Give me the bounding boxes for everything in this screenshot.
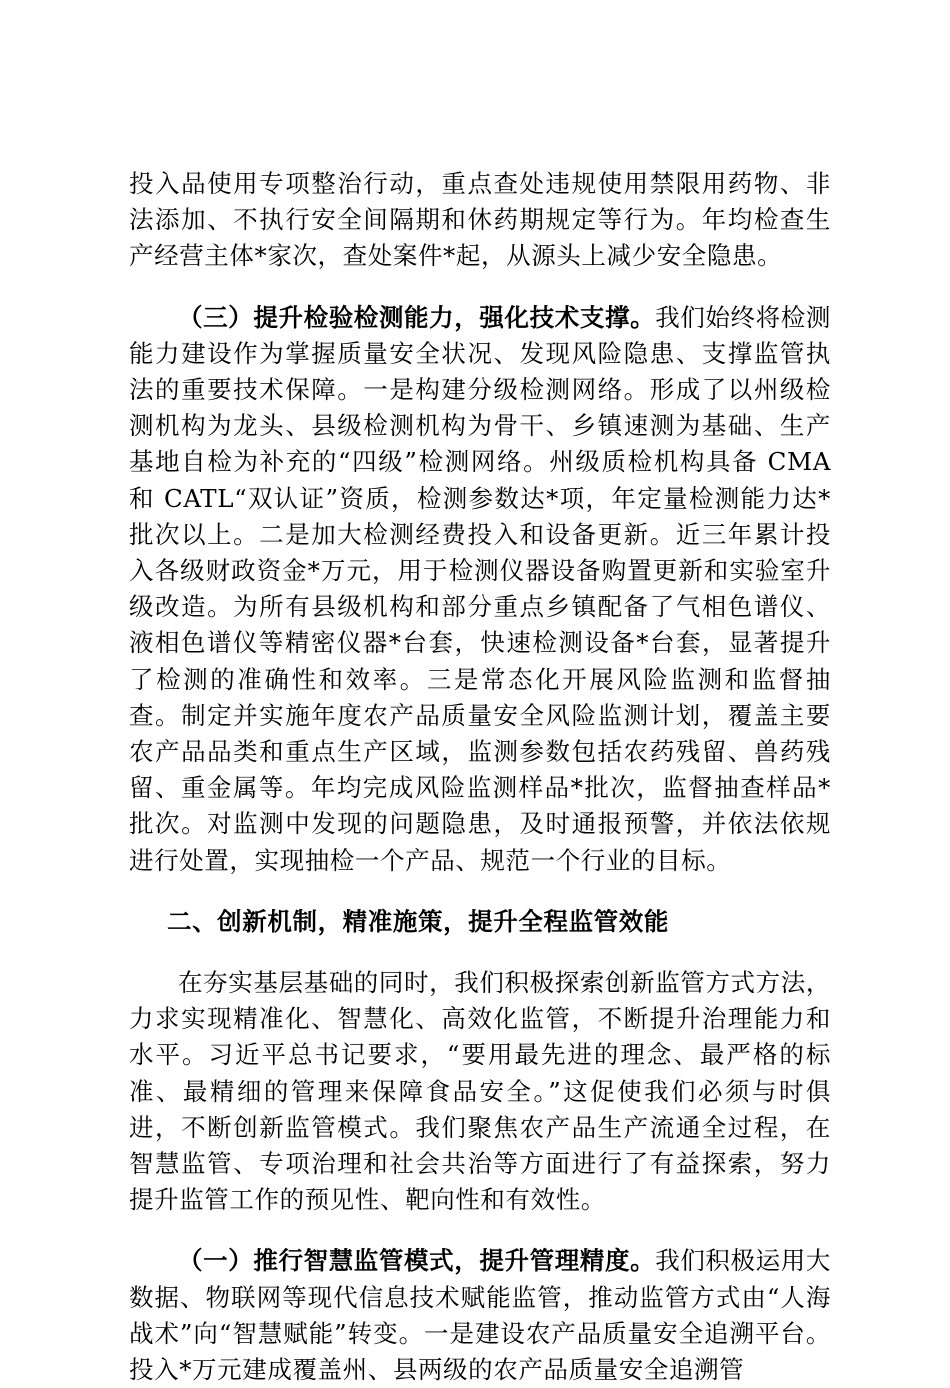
- heading-part-2: 二、创新机制，精准施策，提升全程监管效能: [166, 906, 669, 936]
- section-3-lead: （三）提升检验检测能力，强化技术支撑。: [178, 302, 656, 332]
- section-3-body: 我们始终将检测能力建设作为掌握质量安全状况、发现风险隐患、支撑监管执法的重要技术保障。一是构建分级检测网络。形成了以州级检测机构为龙头、县级检测机构为骨干、乡镇速测为基础、生产基地自检为补充的“四级”检测网络。州级质检机构具备 CMA 和 CATL“双认证”资质，检测参数达*项，年定量检测能力达*批次以上。二是加大检测经费投入和设备更新。近三年累计投入各级财政资金*万元，用于检测仪器设备购置更新和实验室升级改造。为所有县级机构和部分重点乡镇配备了气相色谱仪、液相色谱仪等精密仪器*台套，快速检测设备*台套，显著提升了检测的准确性和效率。三是常态化开展风险监测和监督抽查。制定并实施年度农产品质量安全风险监测计划，覆盖主要农产品品类和重点生产区域，监测参数包括农药残留、兽药残留、重金属等。年均完成风险监测样品*批次，监督抽查样品*批次。对监测中发现的问题隐患，及时通报预警，并依法依规进行处置，实现抽检一个产品、规范一个行业的目标。: [129, 302, 831, 875]
- paragraph-part-2-intro: 在夯实基层基础的同时，我们积极探索创新监管方式方法，力求实现精准化、智慧化、高效化监管，不断提升治理能力和水平。习近平总书记要求，“要用最先进的理念、最严格的标准、最精细的管理来保障食品安全。”这促使我们必须与时俱进，不断创新监管模式。我们聚焦农产品生产流通全过程，在智慧监管、专项治理和社会共治等方面进行了有益探索，努力提升监管工作的预见性、靶向性和有效性。: [129, 968, 831, 1215]
- paragraph-section-1: [129, 1243, 831, 1388]
- section-1-body: 我们积极运用大数据、物联网等现代信息技术赋能监管，推动监管方式由“人海战术”向“智慧赋能”转变。一是建设农产品质量安全追溯平台。投入*万元建成覆盖州、县两级的农产品质量安全追溯管: [129, 1246, 831, 1385]
- paragraph-section-3: [129, 300, 831, 879]
- document-page: [129, 166, 831, 1388]
- paragraph-continuation: 投入品使用专项整治行动，重点查处违规使用禁限用药物、非法添加、不执行安全间隔期和休药期规定等行为。年均检查生产经营主体*家次，查处案件*起，从源头上减少安全隐患。: [129, 169, 831, 271]
- section-1-lead: （一）推行智慧监管模式，提升管理精度。: [178, 1246, 656, 1276]
